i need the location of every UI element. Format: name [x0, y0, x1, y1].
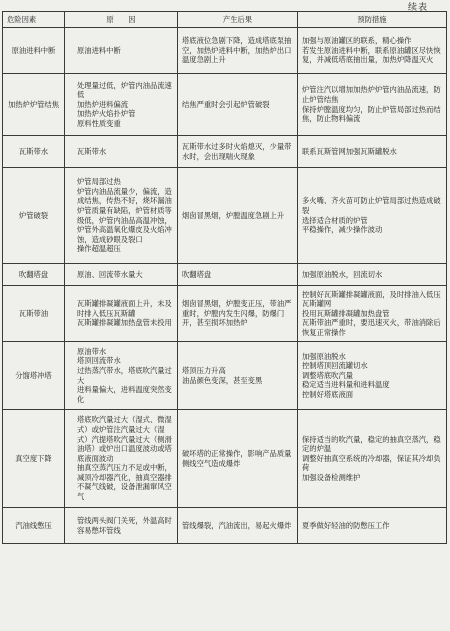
table-row: [3, 410, 447, 508]
header-cause: 原 因: [65, 12, 178, 28]
consequence-cell: [178, 286, 298, 342]
prevention-cell: [298, 28, 447, 74]
table-row: [3, 286, 447, 342]
consequence-line: 烟囱冒黑烟，炉膛温度急剧上升: [182, 210, 285, 220]
table-header-row: [3, 12, 447, 28]
hazard-cell: 真空度下降: [3, 410, 65, 508]
consequence-line: 烟囱冒黑烟，炉膛变正压，带油严重时，炉膛内发生闪爆，防爆门开，甚至损坏加热炉: [182, 299, 292, 328]
prevention-line: 调整好抽真空系统的冷却器，保证其冷却负荷: [302, 453, 441, 473]
table-row: [3, 342, 447, 410]
header-hazard: 危险因素: [3, 12, 65, 28]
hazard-cell: 瓦斯带油: [3, 286, 65, 342]
cause-line: 抽真空蒸汽压力不足或中断，减顶冷却器汽化，抽真空器排不凝气线破，设备泄漏窜风空气: [77, 463, 172, 502]
cause-line: 瓦斯罐排凝罐液面上升，未及时排入低压瓦斯罐: [77, 299, 172, 318]
table-row: [3, 264, 447, 286]
prevention-line: 炉管注汽以增加加热炉炉管内油品流速，防止炉管结焦: [302, 85, 441, 104]
consequence-cell: [178, 342, 298, 410]
consequence-line: 吹翻塔盘: [182, 269, 212, 279]
cause-cell: [65, 74, 178, 136]
hazard-cell: 瓦斯带水: [3, 136, 65, 168]
cause-line: 炉管局部过热: [77, 177, 121, 187]
prevention-cell: [298, 342, 447, 410]
prevention-line: 夏季做好轻油的防憋压工作: [302, 520, 390, 530]
prevention-line: 平稳操作，减少操作波动: [302, 225, 383, 235]
table-body: [3, 28, 447, 544]
cause-line: 塔顶回流带水: [77, 356, 121, 366]
prevention-line: 保持炉膛温度均匀，防止炉管局部过热而结焦，防止物料偏流: [302, 104, 441, 124]
consequence-cell: [178, 508, 298, 544]
consequence-cell: [178, 28, 298, 74]
continued-label: 续表: [407, 3, 428, 13]
cause-line: 进料量偏大，进料温度突然变化: [77, 385, 172, 404]
cause-line: 操作超温超压: [77, 244, 121, 254]
prevention-line: 调整塔底吹汽量: [302, 370, 354, 380]
prevention-cell: [298, 74, 447, 136]
cause-line: 瓦斯罐排凝罐加热盘管未投用: [77, 318, 172, 328]
prevention-line: 多火嘴、齐火苗可防止炉管局部过热造成破裂: [302, 196, 441, 215]
cause-cell: [65, 508, 178, 544]
prevention-cell: [298, 264, 447, 286]
hazard-table: [2, 11, 447, 544]
consequence-line: 破坏塔的正常操作，影响产品质量: [182, 448, 292, 458]
table-row: [3, 136, 447, 168]
prevention-cell: [298, 168, 447, 264]
cause-line: 原油、回流带水量大: [77, 269, 143, 279]
prevention-line: 稳定适当进料量和进料温度: [302, 380, 390, 390]
header-prevention: 预防措施: [298, 12, 447, 28]
cause-line: 原油带水: [77, 346, 107, 356]
cause-cell: [65, 28, 178, 74]
hazard-cell: 原油进料中断: [3, 28, 65, 74]
cause-line: 瓦斯带水: [77, 146, 107, 156]
prevention-line: 若发生原油进料中断，联系原油罐区尽快恢复，并减低塔底抽出量，加热炉降温灭火: [302, 45, 441, 65]
consequence-cell: [178, 168, 298, 264]
hazard-cell: 炉管破裂: [3, 168, 65, 264]
cause-cell: [65, 410, 178, 508]
prevention-cell: [298, 508, 447, 544]
table-row: [3, 74, 447, 136]
cause-line: 原料性质变重: [77, 118, 121, 128]
consequence-cell: [178, 264, 298, 286]
consequence-line: 塔底液位急剧下降，造成塔底泵抽空，加热炉进料中断，加热炉出口温度急剧上升: [182, 36, 292, 65]
consequence-cell: [178, 136, 298, 168]
cause-cell: [65, 286, 178, 342]
cause-line: 塔底吹汽量过大（湿式、微湿式）或炉管注汽量过大（湿式）汽提塔吹汽量过大（侧滑油塔）或炉出口温度波动或塔底液面波动: [77, 415, 172, 463]
hazard-cell: 吹翻塔盘: [3, 264, 65, 286]
consequence-line: 瓦斯带水过多时火焰熄灭，少量带水时，会出现喘火现象: [182, 141, 292, 161]
hazard-cell: 分馏塔冲塔: [3, 342, 65, 410]
consequence-cell: [178, 74, 298, 136]
consequence-line: 塔顶压力升高: [182, 365, 226, 375]
prevention-line: 联系瓦斯管网加强瓦斯罐脱水: [302, 146, 397, 156]
prevention-line: 瓦斯带油严重时，要迅速灭火，带油消除后恢复正常操作: [302, 318, 441, 337]
consequence-cell: [178, 410, 298, 508]
cause-cell: [65, 264, 178, 286]
prevention-line: 投用瓦斯罐排凝罐加热盘管: [302, 308, 390, 318]
table-row: [3, 508, 447, 544]
prevention-line: 加强原油脱水，回流切水: [302, 269, 383, 279]
cause-line: 处理量过低，炉管内油品流速低: [77, 80, 172, 100]
cause-line: 加热炉进料偏流: [77, 99, 129, 109]
prevention-line: 控制好塔底液面: [302, 389, 354, 399]
table-row: [3, 168, 447, 264]
prevention-line: 加强设备检测维护: [302, 472, 361, 482]
cause-line: 加热炉火焰扑炉管: [77, 109, 136, 119]
cause-line: 过热蒸汽带水，塔底吹汽量过大: [77, 365, 172, 385]
prevention-line: 控制好瓦斯罐排凝罐液面，及时排油入低压瓦斯罐网: [302, 289, 441, 309]
prevention-line: 加强与原油罐区的联系，精心操作: [302, 36, 412, 46]
prevention-cell: [298, 410, 447, 508]
prevention-line: 加强原油脱水: [302, 351, 346, 361]
prevention-line: 选择适合材质的炉管: [302, 215, 368, 225]
prevention-line: 控制塔顶回流罐切水: [302, 361, 368, 371]
hazard-cell: 加热炉炉管结焦: [3, 74, 65, 136]
table-row: [3, 28, 447, 74]
consequence-line: 管线爆裂，汽油流出，易起火爆炸: [182, 520, 292, 530]
cause-line: 炉管质量有缺陷，炉管材质等级低，炉管内油品高温冲蚀，炉管外高温氧化爆皮及火焰冲蚀，造成砂眼及裂口: [77, 205, 172, 244]
cause-cell: [65, 168, 178, 264]
hazard-cell: 汽油线憋压: [3, 508, 65, 544]
cause-line: 管线两头阀门关死，外温高时容易憋坏管线: [77, 515, 172, 535]
consequence-line: 结焦严重时会引起炉管破裂: [182, 99, 270, 109]
cause-cell: [65, 136, 178, 168]
prevention-cell: [298, 286, 447, 342]
cause-line: 炉管内油品流量少，偏流，造成结焦，传热不好，烧坏漏油: [77, 186, 172, 206]
prevention-line: 保持适当的吹汽量，稳定的抽真空蒸汽，稳定的炉温: [302, 434, 441, 454]
consequence-line: 侧线空气造成爆炸: [182, 458, 241, 468]
prevention-cell: [298, 136, 447, 168]
cause-line: 原油进料中断: [77, 45, 121, 55]
cause-cell: [65, 342, 178, 410]
consequence-line: 油品颜色变深，甚至变黑: [182, 375, 263, 385]
header-consequence: 产生后果: [178, 12, 298, 28]
